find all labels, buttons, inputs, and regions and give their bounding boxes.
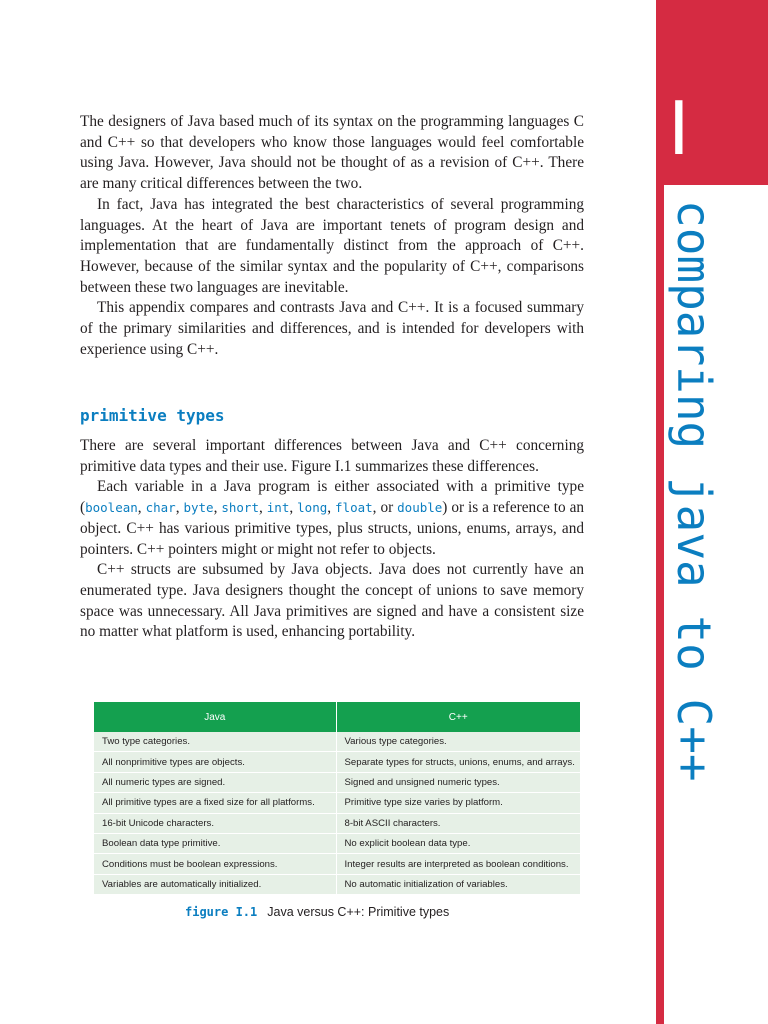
section-paragraph-3: C++ structs are subsumed by Java objects. Java does not currently have an enumerated type. Java designers thought the concept of unions to save memory space was unnecessary. All Java primitives are signed and have a consistent size no matter what platform is used, enhancing portability.	[80, 561, 584, 641]
cpp-cell: Various type categories.	[336, 732, 580, 752]
type-keyword: float	[335, 500, 373, 516]
cpp-cell: No automatic initialization of variables.	[336, 874, 580, 894]
java-cell: Two type categories.	[94, 732, 336, 752]
chapter-letter: I	[668, 83, 690, 171]
java-cell: Boolean data type primitive.	[94, 833, 336, 853]
type-keyword: int	[266, 500, 290, 516]
caption-text: Java versus C++: Primitive types	[267, 905, 450, 919]
cpp-cell: Primitive type size varies by platform.	[336, 793, 580, 813]
table-row	[94, 752, 580, 772]
table-row	[94, 772, 580, 792]
type-keyword: long	[297, 500, 328, 516]
figure-caption	[185, 905, 449, 919]
java-cell: All numeric types are signed.	[94, 772, 336, 792]
table-row	[94, 833, 580, 853]
paragraph-text: ) or is a reference to an object. C++ has various primitive types, plus structs, unions, enums, arrays, and pointers. C++ pointers might or might not refer to objects.	[80, 499, 585, 558]
type-keyword: byte	[183, 500, 214, 516]
section-heading: primitive types	[80, 406, 225, 425]
java-cell: Conditions must be boolean expressions.	[94, 854, 336, 874]
intro-text	[80, 112, 584, 360]
section-paragraph-2	[80, 477, 584, 560]
section-text	[80, 436, 584, 643]
java-cell: Variables are automatically initialized.	[94, 874, 336, 894]
java-cell: All nonprimitive types are objects.	[94, 752, 336, 772]
cpp-cell: No explicit boolean data type.	[336, 833, 580, 853]
intro-paragraph-2: In fact, Java has integrated the best characteristics of several programming languages. At the heart of Java are important tenets of program design and implementation that are fundamentally distinct from the approach of C++. However, because of the similar syntax and the popularity of C++, comparisons between these two languages are inevitable.	[80, 195, 584, 296]
cpp-cell: Signed and unsigned numeric types.	[336, 772, 580, 792]
comparison-table	[94, 702, 580, 895]
section-paragraph-1: There are several important differences between Java and C++ concerning primitive data types and their use. Figure I.1 summarizes these differences.	[80, 437, 584, 475]
figure-label: figure I.1	[185, 905, 258, 919]
table-row	[94, 854, 580, 874]
cpp-cell: Integer results are interpreted as boolean conditions.	[336, 854, 580, 874]
table-row	[94, 732, 580, 752]
intro-paragraph-1: The designers of Java based much of its syntax on the programming languages C and C++ so that developers who know those languages would feel comfortable using Java. However, Java should not be thought of as a revision of C++. There are many critical differences between the two.	[80, 113, 584, 193]
primitive-type-list: boolean, char, byte, short, int, long, float, or double	[85, 499, 443, 517]
table-row	[94, 874, 580, 894]
table-row	[94, 813, 580, 833]
paragraph-text: Each variable in a Java program is either associated with a primitive type (	[80, 478, 584, 517]
cpp-cell: Separate types for structs, unions, enums, and arrays.	[336, 752, 580, 772]
column-header-cpp: C++	[336, 702, 580, 732]
column-header-java: Java	[94, 702, 336, 732]
java-cell: 16-bit Unicode characters.	[94, 813, 336, 833]
chapter-title: comparing java to C++	[667, 200, 721, 782]
type-keyword: char	[145, 500, 176, 516]
table-header-row	[94, 702, 580, 732]
type-keyword: double	[397, 500, 443, 516]
type-keyword: short	[221, 500, 259, 516]
intro-paragraph-3: This appendix compares and contrasts Java and C++. It is a focused summary of the primary similarities and differences, and is intended for developers with experience using C++.	[80, 299, 584, 358]
table-row	[94, 793, 580, 813]
cpp-cell: 8-bit ASCII characters.	[336, 813, 580, 833]
java-cell: All primitive types are a fixed size for all platforms.	[94, 793, 336, 813]
type-keyword: boolean	[85, 500, 138, 516]
